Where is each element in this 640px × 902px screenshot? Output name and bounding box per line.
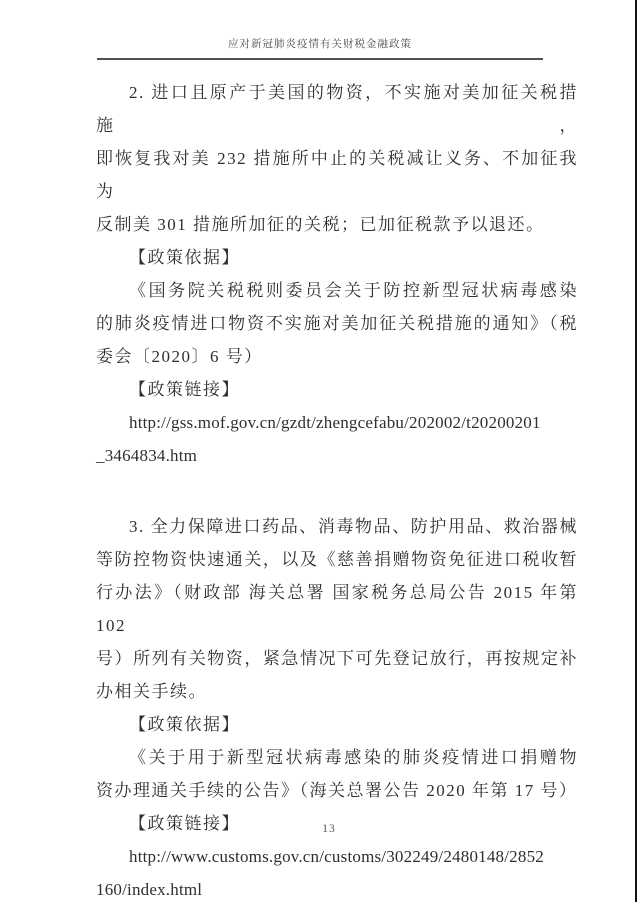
paragraph-line: 2. 进口且原产于美国的物资，不实施对美加征关税措施， xyxy=(96,83,578,135)
paragraph-line: 号）所列有关物资，紧急情况下可先登记放行，再按规定补 xyxy=(96,649,578,668)
policy-url: http://gss.mof.gov.cn/gzdt/zhengcefabu/202002/t20200201 xyxy=(129,413,541,432)
paragraph-line: 资办理通关手续的公告》（海关总署公告 2020 年第 17 号） xyxy=(96,781,578,800)
policy-link-heading: 【政策链接】 xyxy=(129,380,240,399)
paragraph-line: 3. 全力保障进口药品、消毒物品、防护用品、救治器械 xyxy=(129,517,578,536)
paragraph-line: 等防控物资快速通关，以及《慈善捐赠物资免征进口税收暂 xyxy=(96,550,578,569)
paragraph-line: 委会〔2020〕6 号） xyxy=(96,347,263,366)
policy-link-heading: 【政策链接】 xyxy=(129,814,240,833)
paragraph-line: 的肺炎疫情进口物资不实施对美加征关税措施的通知》（税 xyxy=(96,314,578,333)
paragraph-line: 行办法》（财政部 海关总署 国家税务总局公告 2015 年第 102 xyxy=(96,583,578,635)
running-header-title: 应对新冠肺炎疫情有关财税金融政策 xyxy=(228,39,412,50)
page-number: 13 xyxy=(322,823,336,835)
paragraph-line: 即恢复我对美 232 措施所中止的关税减让义务、不加征我为 xyxy=(96,149,578,201)
policy-url: _3464834.htm xyxy=(96,446,198,465)
paragraph-line: 《关于用于新型冠状病毒感染的肺炎疫情进口捐赠物 xyxy=(129,748,578,767)
scan-edge-line xyxy=(635,0,637,902)
header-rule xyxy=(97,58,543,60)
paragraph-line: 《国务院关税税则委员会关于防控新型冠状病毒感染 xyxy=(129,281,578,300)
policy-basis-heading: 【政策依据】 xyxy=(129,248,240,267)
body-text xyxy=(96,76,578,902)
policy-url: http://www.customs.gov.cn/customs/302249/2480148/2852 xyxy=(129,847,544,866)
paragraph-line: 反制美 301 措施所加征的关税；已加征税款予以退还。 xyxy=(96,215,545,234)
paragraph-line: 办相关手续。 xyxy=(96,682,207,701)
policy-url: 160/index.html xyxy=(96,880,203,899)
policy-basis-heading: 【政策依据】 xyxy=(129,715,240,734)
